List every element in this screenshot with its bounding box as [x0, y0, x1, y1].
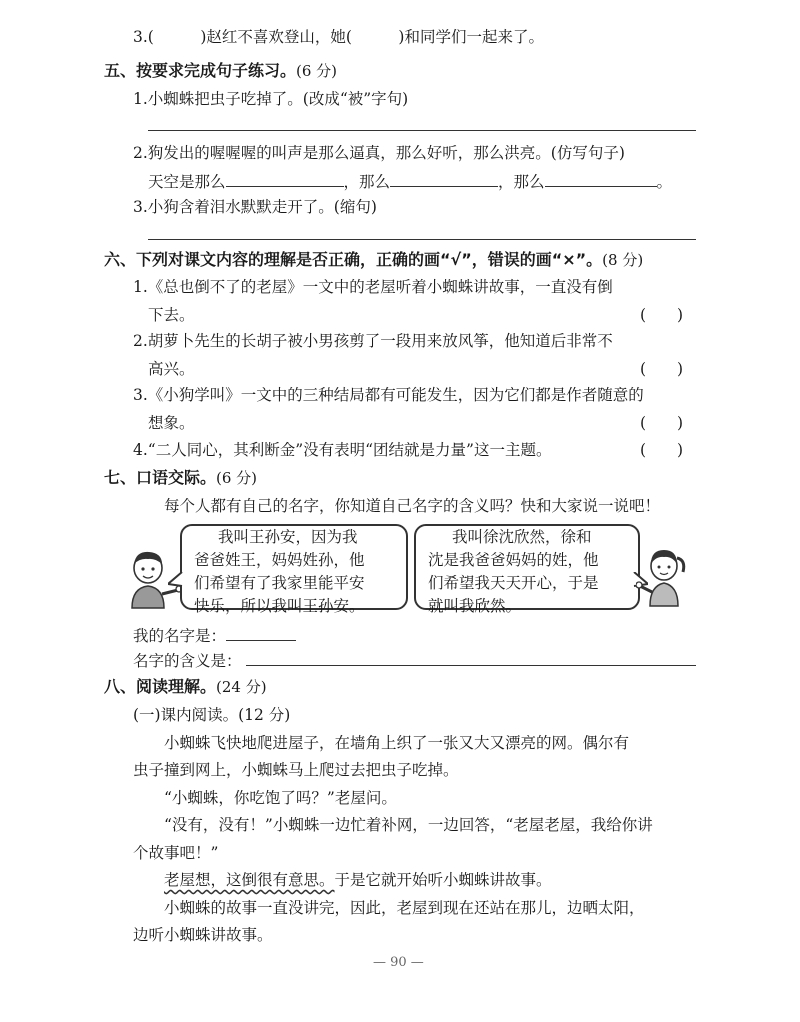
s5-q2-part-a: 天空是那么 [148, 173, 226, 191]
reading-p1-line-1: 小蜘蛛飞快地爬进屋子，在墙角上织了一张又大又漂亮的网。偶尔有 [164, 734, 630, 752]
section-6-title: 六、下列对课文内容的理解是否正确，正确的画“√”，错误的画“×”。 [104, 250, 603, 269]
s6-item-2-answer[interactable]: ( ) [640, 360, 684, 378]
s7-prompt: 每个人都有自己的名字，你知道自己名字的含义吗？快和大家说一说吧！ [164, 497, 661, 515]
reading-p3-line-2: 个故事吧！” [133, 844, 219, 862]
reading-p2: “小蜘蛛，你吃饱了吗？”老屋问。 [164, 789, 397, 807]
s5-q2-blank-1[interactable] [226, 170, 344, 187]
girl-line-4: 就叫我欣然。 [428, 597, 522, 615]
s5-q2-blank-3[interactable] [545, 170, 657, 187]
reading-p5-line-1: 小蜘蛛的故事一直没讲完，因此，老屋到现在还站在那儿，边晒太阳， [164, 899, 645, 917]
boy-line-2: 爸爸姓王，妈妈姓孙，他 [194, 551, 365, 569]
reading-p1-line-2: 虫子撞到网上，小蜘蛛马上爬过去把虫子吃掉。 [133, 761, 459, 779]
s5-q3-answer-line[interactable] [148, 239, 696, 240]
s6-item-3-line-1: 3.《小狗学叫》一文中的三种结局都有可能发生，因为它们都是作者随意的 [133, 386, 644, 404]
s6-item-1-line-2: 下去。 [148, 306, 195, 324]
s6-item-4-answer[interactable]: ( ) [640, 441, 684, 459]
section-7-heading [104, 467, 257, 489]
name-meaning-line[interactable] [246, 665, 696, 666]
section-6-points: (8 分) [602, 251, 644, 269]
s5-q2-end: 。 [656, 173, 673, 191]
boy-line-4: 快乐，所以我叫王孙安。 [194, 597, 365, 615]
s6-item-3-line-2: 想象。 [148, 414, 195, 432]
boy-line-3: 们希望有了我家里能平安 [194, 574, 365, 592]
s5-question-2: 2.狗发出的喔喔喔的叫声是那么逼真，那么好听，那么洪亮。(仿写句子) [133, 144, 625, 162]
girl-line-1: 我叫徐沈欣然，徐和 [452, 528, 592, 546]
my-name-label: 我的名字是： [133, 627, 227, 645]
s6-item-1-line-1: 1.《总也倒不了的老屋》一文中的老屋听着小蜘蛛讲故事，一直没有倒 [133, 278, 613, 296]
section-5-heading [104, 60, 337, 82]
section-8-heading [104, 676, 267, 698]
reading-p4 [164, 869, 552, 891]
s6-item-2-line-1: 2.胡萝卜先生的长胡子被小男孩剪了一段用来放风筝，他知道后非常不 [133, 332, 613, 350]
section-5-title: 五、按要求完成句子练习。 [104, 61, 297, 80]
my-name-blank[interactable] [226, 624, 296, 641]
s6-item-3-answer[interactable]: ( ) [640, 414, 684, 432]
reading-p4-wavy-sentence: 老屋想，这倒很有意思。 [164, 871, 335, 889]
s5-q2-blank-2[interactable] [390, 170, 498, 187]
girl-line-3: 们希望我天天开心，于是 [428, 574, 599, 592]
section-5-points: (6 分) [296, 62, 338, 80]
s6-item-2-line-2: 高兴。 [148, 360, 195, 378]
reading-p3-line-1: “没有，没有！”小蜘蛛一边忙着补网，一边回答，“老屋老屋，我给你讲 [164, 816, 653, 834]
s5-q1-answer-line[interactable] [148, 130, 696, 131]
section-6-heading [104, 249, 643, 271]
girl-line-2: 沈是我爸爸妈妈的姓，他 [428, 551, 599, 569]
s6-item-4: 4.“二人同心，其利断金”没有表明“团结就是力量”这一主题。 [133, 441, 552, 459]
reading-p5-line-2: 边听小蜘蛛讲故事。 [133, 926, 273, 944]
my-name-row [133, 624, 296, 647]
reading-p4-rest: 于是它就开始听小蜘蛛讲故事。 [334, 871, 552, 889]
s5-question-1: 1.小蜘蛛把虫子吃掉了。(改成“被”字句) [133, 90, 409, 108]
section-8-title: 八、阅读理解。 [104, 677, 217, 696]
s5-q2-template [148, 170, 672, 193]
boy-line-1: 我叫王孙安，因为我 [218, 528, 358, 546]
section-8-points: (24 分) [216, 678, 267, 696]
section-7-points: (6 分) [216, 469, 258, 487]
s5-q2-part-b: ，那么 [343, 173, 391, 191]
girl-illustration-icon [636, 546, 688, 608]
page-number: — 90 — [373, 955, 424, 970]
fill-item-3: 3.( )赵红不喜欢登山，她( )和同学们一起来了。 [133, 28, 544, 46]
s6-item-1-answer[interactable]: ( ) [640, 306, 684, 324]
s5-q2-part-c: ，那么 [498, 173, 545, 191]
s8-subsection-1: (一)课内阅读。(12 分) [133, 706, 291, 724]
bubble-tail-left-icon [168, 572, 184, 592]
section-7-title: 七、口语交际。 [104, 468, 217, 487]
name-meaning-label: 名字的含义是： [133, 652, 242, 670]
s5-question-3: 3.小狗含着泪水默默走开了。(缩句) [133, 198, 377, 216]
